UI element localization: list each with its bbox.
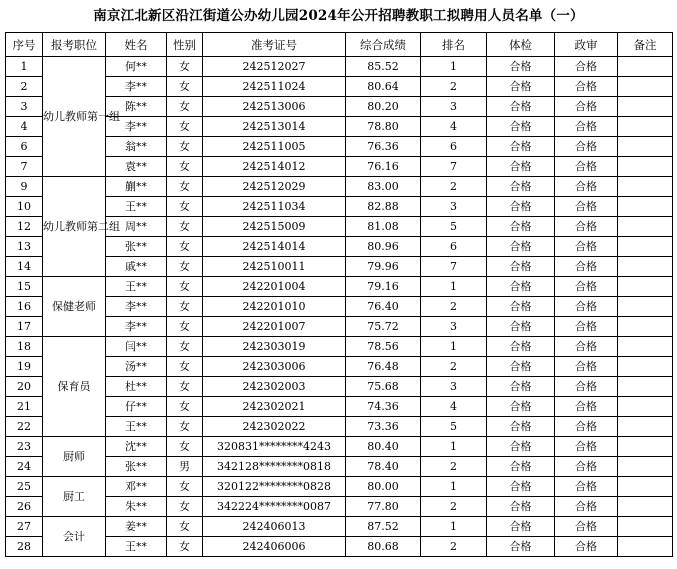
cell-gender: 女 bbox=[167, 237, 203, 257]
cell-position: 会计 bbox=[43, 517, 106, 557]
cell-name: 周** bbox=[106, 217, 167, 237]
cell-name: 姜** bbox=[106, 517, 167, 537]
cell-gender: 女 bbox=[167, 77, 203, 97]
cell-rank: 1 bbox=[421, 477, 487, 497]
cell-political: 合格 bbox=[555, 377, 618, 397]
cell-score: 79.16 bbox=[346, 277, 421, 297]
cell-gender: 女 bbox=[167, 497, 203, 517]
cell-physical: 合格 bbox=[487, 57, 555, 77]
cell-remark bbox=[618, 497, 673, 517]
cell-political: 合格 bbox=[555, 77, 618, 97]
cell-physical: 合格 bbox=[487, 497, 555, 517]
cell-seq: 20 bbox=[6, 377, 43, 397]
cell-physical: 合格 bbox=[487, 197, 555, 217]
cell-remark bbox=[618, 477, 673, 497]
cell-political: 合格 bbox=[555, 517, 618, 537]
cell-seq: 22 bbox=[6, 417, 43, 437]
cell-seq: 27 bbox=[6, 517, 43, 537]
cell-political: 合格 bbox=[555, 97, 618, 117]
cell-name: 仔** bbox=[106, 397, 167, 417]
table-row bbox=[6, 317, 673, 337]
cell-political: 合格 bbox=[555, 197, 618, 217]
table-row bbox=[6, 377, 673, 397]
cell-rank: 2 bbox=[421, 357, 487, 377]
cell-rank: 4 bbox=[421, 117, 487, 137]
cell-political: 合格 bbox=[555, 397, 618, 417]
cell-remark bbox=[618, 257, 673, 277]
cell-score: 74.36 bbox=[346, 397, 421, 417]
cell-name: 李** bbox=[106, 297, 167, 317]
cell-exam-no: 342128********0818 bbox=[203, 457, 346, 477]
cell-rank: 6 bbox=[421, 137, 487, 157]
cell-position: 厨师 bbox=[43, 437, 106, 477]
cell-score: 78.80 bbox=[346, 117, 421, 137]
table-row bbox=[6, 357, 673, 377]
header-score: 综合成绩 bbox=[346, 33, 421, 57]
table-row bbox=[6, 297, 673, 317]
cell-rank: 7 bbox=[421, 157, 487, 177]
cell-remark bbox=[618, 217, 673, 237]
cell-rank: 5 bbox=[421, 217, 487, 237]
document-title: 南京江北新区沿江街道公办幼儿园2024年公开招聘教职工拟聘用人员名单（一） bbox=[93, 8, 584, 24]
cell-score: 80.64 bbox=[346, 77, 421, 97]
cell-physical: 合格 bbox=[487, 97, 555, 117]
cell-political: 合格 bbox=[555, 317, 618, 337]
cell-exam-no: 342224********0087 bbox=[203, 497, 346, 517]
cell-seq: 10 bbox=[6, 197, 43, 217]
cell-rank: 2 bbox=[421, 497, 487, 517]
cell-physical: 合格 bbox=[487, 77, 555, 97]
cell-political: 合格 bbox=[555, 457, 618, 477]
cell-physical: 合格 bbox=[487, 357, 555, 377]
cell-score: 76.40 bbox=[346, 297, 421, 317]
cell-position: 幼儿教师第一组 bbox=[43, 57, 106, 177]
cell-physical: 合格 bbox=[487, 157, 555, 177]
cell-exam-no: 242515009 bbox=[203, 217, 346, 237]
roster-body bbox=[6, 57, 673, 557]
table-row bbox=[6, 197, 673, 217]
cell-name: 李** bbox=[106, 317, 167, 337]
cell-gender: 女 bbox=[167, 437, 203, 457]
cell-name: 戚** bbox=[106, 257, 167, 277]
cell-physical: 合格 bbox=[487, 317, 555, 337]
cell-seq: 16 bbox=[6, 297, 43, 317]
cell-remark bbox=[618, 277, 673, 297]
cell-gender: 女 bbox=[167, 137, 203, 157]
cell-political: 合格 bbox=[555, 217, 618, 237]
cell-gender: 女 bbox=[167, 157, 203, 177]
cell-exam-no: 242201010 bbox=[203, 297, 346, 317]
cell-remark bbox=[618, 157, 673, 177]
cell-exam-no: 242303006 bbox=[203, 357, 346, 377]
cell-rank: 3 bbox=[421, 317, 487, 337]
cell-name: 翁** bbox=[106, 137, 167, 157]
cell-remark bbox=[618, 77, 673, 97]
cell-gender: 女 bbox=[167, 277, 203, 297]
cell-rank: 3 bbox=[421, 197, 487, 217]
cell-exam-no: 242302021 bbox=[203, 397, 346, 417]
cell-seq: 7 bbox=[6, 157, 43, 177]
table-row bbox=[6, 517, 673, 537]
cell-seq: 6 bbox=[6, 137, 43, 157]
cell-physical: 合格 bbox=[487, 377, 555, 397]
cell-remark bbox=[618, 357, 673, 377]
cell-remark bbox=[618, 137, 673, 157]
cell-political: 合格 bbox=[555, 477, 618, 497]
table-row bbox=[6, 157, 673, 177]
cell-score: 82.88 bbox=[346, 197, 421, 217]
cell-rank: 1 bbox=[421, 277, 487, 297]
cell-physical: 合格 bbox=[487, 277, 555, 297]
cell-seq: 15 bbox=[6, 277, 43, 297]
cell-rank: 6 bbox=[421, 237, 487, 257]
cell-name: 邓** bbox=[106, 477, 167, 497]
cell-gender: 女 bbox=[167, 357, 203, 377]
cell-name: 袁** bbox=[106, 157, 167, 177]
table-row bbox=[6, 337, 673, 357]
table-row bbox=[6, 57, 673, 77]
cell-name: 王** bbox=[106, 197, 167, 217]
cell-score: 75.72 bbox=[346, 317, 421, 337]
cell-remark bbox=[618, 97, 673, 117]
table-row bbox=[6, 417, 673, 437]
cell-exam-no: 242303019 bbox=[203, 337, 346, 357]
cell-exam-no: 242511024 bbox=[203, 77, 346, 97]
cell-remark bbox=[618, 337, 673, 357]
cell-exam-no: 242201004 bbox=[203, 277, 346, 297]
cell-seq: 18 bbox=[6, 337, 43, 357]
cell-score: 80.20 bbox=[346, 97, 421, 117]
cell-physical: 合格 bbox=[487, 457, 555, 477]
cell-score: 81.08 bbox=[346, 217, 421, 237]
cell-name: 何** bbox=[106, 57, 167, 77]
cell-score: 78.56 bbox=[346, 337, 421, 357]
cell-seq: 4 bbox=[6, 117, 43, 137]
cell-remark bbox=[618, 537, 673, 557]
cell-gender: 女 bbox=[167, 217, 203, 237]
table-row bbox=[6, 397, 673, 417]
cell-seq: 28 bbox=[6, 537, 43, 557]
cell-exam-no: 242512027 bbox=[203, 57, 346, 77]
cell-score: 85.52 bbox=[346, 57, 421, 77]
cell-remark bbox=[618, 177, 673, 197]
cell-position: 幼儿教师第二组 bbox=[43, 177, 106, 277]
cell-physical: 合格 bbox=[487, 177, 555, 197]
cell-seq: 23 bbox=[6, 437, 43, 457]
header-gender: 性别 bbox=[167, 33, 203, 57]
cell-political: 合格 bbox=[555, 537, 618, 557]
cell-rank: 2 bbox=[421, 77, 487, 97]
cell-political: 合格 bbox=[555, 297, 618, 317]
cell-score: 79.96 bbox=[346, 257, 421, 277]
cell-rank: 1 bbox=[421, 57, 487, 77]
cell-score: 75.68 bbox=[346, 377, 421, 397]
cell-rank: 3 bbox=[421, 377, 487, 397]
cell-remark bbox=[618, 237, 673, 257]
header-remark: 备注 bbox=[618, 33, 673, 57]
cell-exam-no: 242512029 bbox=[203, 177, 346, 197]
cell-score: 87.52 bbox=[346, 517, 421, 537]
cell-gender: 女 bbox=[167, 337, 203, 357]
cell-physical: 合格 bbox=[487, 337, 555, 357]
table-row bbox=[6, 257, 673, 277]
table-row bbox=[6, 437, 673, 457]
cell-score: 80.96 bbox=[346, 237, 421, 257]
cell-name: 王** bbox=[106, 537, 167, 557]
header-rank: 排名 bbox=[421, 33, 487, 57]
cell-physical: 合格 bbox=[487, 117, 555, 137]
cell-score: 80.00 bbox=[346, 477, 421, 497]
cell-name: 汤** bbox=[106, 357, 167, 377]
cell-name: 陈** bbox=[106, 97, 167, 117]
cell-seq: 14 bbox=[6, 257, 43, 277]
cell-gender: 女 bbox=[167, 517, 203, 537]
cell-exam-no: 242511034 bbox=[203, 197, 346, 217]
cell-rank: 7 bbox=[421, 257, 487, 277]
header-political: 政审 bbox=[555, 33, 618, 57]
hiring-roster-table bbox=[5, 32, 673, 557]
cell-rank: 1 bbox=[421, 517, 487, 537]
cell-gender: 男 bbox=[167, 457, 203, 477]
cell-exam-no: 242514012 bbox=[203, 157, 346, 177]
cell-exam-no: 242510011 bbox=[203, 257, 346, 277]
cell-political: 合格 bbox=[555, 277, 618, 297]
cell-score: 76.16 bbox=[346, 157, 421, 177]
cell-name: 李** bbox=[106, 117, 167, 137]
cell-exam-no: 242302022 bbox=[203, 417, 346, 437]
cell-name: 张** bbox=[106, 237, 167, 257]
cell-physical: 合格 bbox=[487, 477, 555, 497]
cell-exam-no: 242302003 bbox=[203, 377, 346, 397]
cell-physical: 合格 bbox=[487, 397, 555, 417]
cell-rank: 3 bbox=[421, 97, 487, 117]
cell-exam-no: 242406006 bbox=[203, 537, 346, 557]
table-row bbox=[6, 477, 673, 497]
cell-gender: 女 bbox=[167, 397, 203, 417]
header-row bbox=[6, 33, 673, 57]
cell-remark bbox=[618, 437, 673, 457]
cell-name: 杜** bbox=[106, 377, 167, 397]
cell-physical: 合格 bbox=[487, 217, 555, 237]
cell-physical: 合格 bbox=[487, 137, 555, 157]
cell-physical: 合格 bbox=[487, 517, 555, 537]
cell-remark bbox=[618, 457, 673, 477]
cell-seq: 13 bbox=[6, 237, 43, 257]
cell-name: 张** bbox=[106, 457, 167, 477]
table-row bbox=[6, 137, 673, 157]
cell-position: 保育员 bbox=[43, 337, 106, 437]
cell-seq: 25 bbox=[6, 477, 43, 497]
cell-gender: 女 bbox=[167, 257, 203, 277]
cell-score: 73.36 bbox=[346, 417, 421, 437]
cell-political: 合格 bbox=[555, 157, 618, 177]
cell-name: 沈** bbox=[106, 437, 167, 457]
cell-name: 李** bbox=[106, 77, 167, 97]
table-row bbox=[6, 457, 673, 477]
cell-exam-no: 242201007 bbox=[203, 317, 346, 337]
cell-name: 王** bbox=[106, 277, 167, 297]
header-exam-no: 准考证号 bbox=[203, 33, 346, 57]
cell-gender: 女 bbox=[167, 417, 203, 437]
header-physical: 体检 bbox=[487, 33, 555, 57]
cell-gender: 女 bbox=[167, 377, 203, 397]
cell-seq: 12 bbox=[6, 217, 43, 237]
cell-exam-no: 242513006 bbox=[203, 97, 346, 117]
cell-seq: 3 bbox=[6, 97, 43, 117]
cell-remark bbox=[618, 377, 673, 397]
cell-remark bbox=[618, 317, 673, 337]
cell-name: 蒯** bbox=[106, 177, 167, 197]
header-name: 姓名 bbox=[106, 33, 167, 57]
cell-exam-no: 242514014 bbox=[203, 237, 346, 257]
cell-political: 合格 bbox=[555, 437, 618, 457]
cell-seq: 24 bbox=[6, 457, 43, 477]
cell-remark bbox=[618, 197, 673, 217]
cell-exam-no: 242511005 bbox=[203, 137, 346, 157]
cell-name: 王** bbox=[106, 417, 167, 437]
cell-physical: 合格 bbox=[487, 257, 555, 277]
cell-gender: 女 bbox=[167, 297, 203, 317]
table-row bbox=[6, 177, 673, 197]
cell-rank: 1 bbox=[421, 437, 487, 457]
cell-political: 合格 bbox=[555, 117, 618, 137]
cell-name: 朱** bbox=[106, 497, 167, 517]
cell-political: 合格 bbox=[555, 417, 618, 437]
cell-exam-no: 242513014 bbox=[203, 117, 346, 137]
cell-remark bbox=[618, 517, 673, 537]
cell-political: 合格 bbox=[555, 497, 618, 517]
cell-remark bbox=[618, 397, 673, 417]
cell-position: 保健老师 bbox=[43, 277, 106, 337]
cell-physical: 合格 bbox=[487, 437, 555, 457]
cell-gender: 女 bbox=[167, 117, 203, 137]
cell-political: 合格 bbox=[555, 57, 618, 77]
cell-physical: 合格 bbox=[487, 417, 555, 437]
cell-political: 合格 bbox=[555, 357, 618, 377]
cell-gender: 女 bbox=[167, 477, 203, 497]
cell-rank: 2 bbox=[421, 297, 487, 317]
table-row bbox=[6, 237, 673, 257]
cell-score: 83.00 bbox=[346, 177, 421, 197]
cell-gender: 女 bbox=[167, 177, 203, 197]
cell-remark bbox=[618, 57, 673, 77]
cell-rank: 4 bbox=[421, 397, 487, 417]
cell-rank: 2 bbox=[421, 457, 487, 477]
cell-political: 合格 bbox=[555, 177, 618, 197]
cell-rank: 2 bbox=[421, 177, 487, 197]
table-row bbox=[6, 77, 673, 97]
cell-rank: 1 bbox=[421, 337, 487, 357]
cell-gender: 女 bbox=[167, 197, 203, 217]
cell-rank: 2 bbox=[421, 537, 487, 557]
cell-seq: 26 bbox=[6, 497, 43, 517]
cell-score: 77.80 bbox=[346, 497, 421, 517]
header-position: 报考职位 bbox=[43, 33, 106, 57]
cell-political: 合格 bbox=[555, 237, 618, 257]
cell-seq: 19 bbox=[6, 357, 43, 377]
cell-score: 76.48 bbox=[346, 357, 421, 377]
cell-physical: 合格 bbox=[487, 297, 555, 317]
cell-physical: 合格 bbox=[487, 237, 555, 257]
cell-gender: 女 bbox=[167, 97, 203, 117]
cell-score: 80.40 bbox=[346, 437, 421, 457]
cell-remark bbox=[618, 117, 673, 137]
cell-name: 闫** bbox=[106, 337, 167, 357]
cell-position: 厨工 bbox=[43, 477, 106, 517]
cell-political: 合格 bbox=[555, 337, 618, 357]
table-row bbox=[6, 497, 673, 517]
cell-political: 合格 bbox=[555, 257, 618, 277]
table-row bbox=[6, 537, 673, 557]
cell-score: 76.36 bbox=[346, 137, 421, 157]
cell-physical: 合格 bbox=[487, 537, 555, 557]
cell-seq: 2 bbox=[6, 77, 43, 97]
cell-seq: 9 bbox=[6, 177, 43, 197]
cell-seq: 1 bbox=[6, 57, 43, 77]
cell-remark bbox=[618, 417, 673, 437]
cell-score: 78.40 bbox=[346, 457, 421, 477]
cell-seq: 21 bbox=[6, 397, 43, 417]
header-seq: 序号 bbox=[6, 33, 43, 57]
table-row bbox=[6, 277, 673, 297]
cell-remark bbox=[618, 297, 673, 317]
cell-gender: 女 bbox=[167, 57, 203, 77]
cell-score: 80.68 bbox=[346, 537, 421, 557]
cell-seq: 17 bbox=[6, 317, 43, 337]
cell-gender: 女 bbox=[167, 317, 203, 337]
cell-exam-no: 320122********0828 bbox=[203, 477, 346, 497]
cell-rank: 5 bbox=[421, 417, 487, 437]
cell-political: 合格 bbox=[555, 137, 618, 157]
cell-gender: 女 bbox=[167, 537, 203, 557]
cell-exam-no: 242406013 bbox=[203, 517, 346, 537]
cell-exam-no: 320831********4243 bbox=[203, 437, 346, 457]
